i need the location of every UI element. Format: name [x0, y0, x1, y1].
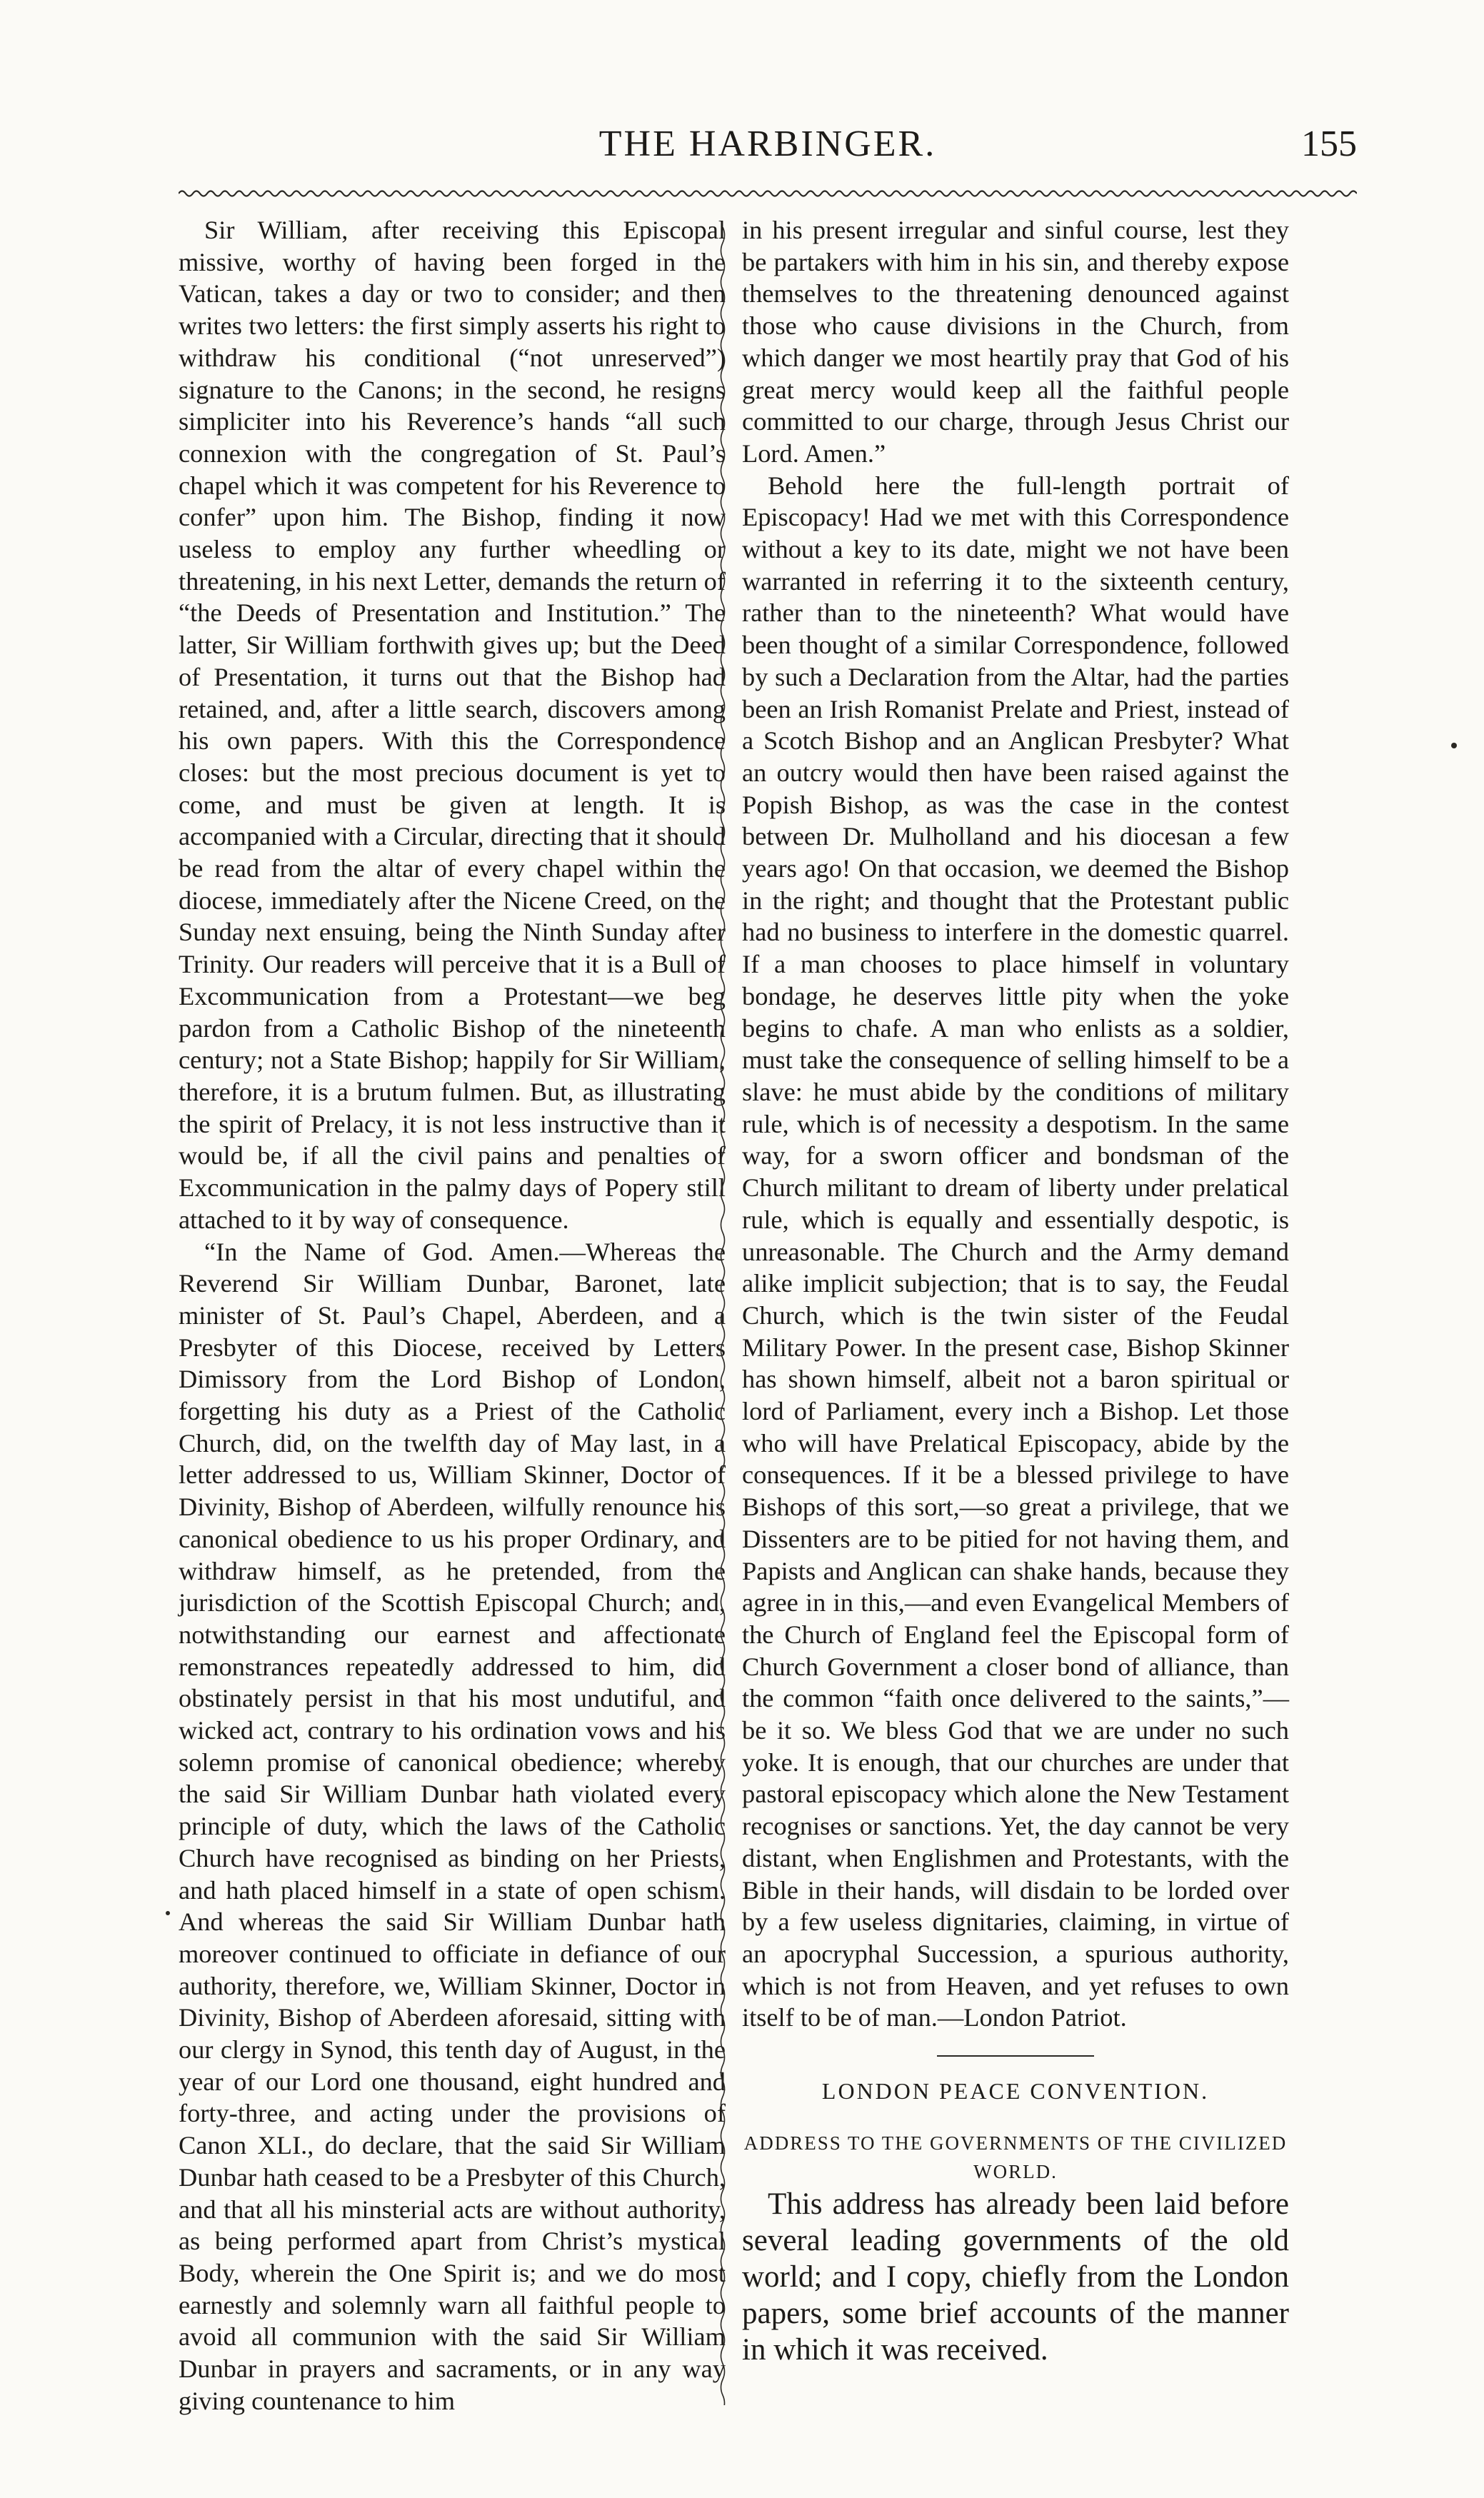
right-paragraph-2: Behold here the full-length portrait of Episcopacy! Had we met with this Correspondence without a key to its date, might we not have been warranted in referring it to the sixteenth century, rather than to the nineteenth? What would have been thought of a similar Correspondence, followed by such a Declaration from the Altar, had the parties been an Irish Romanist Prelate and Priest, instead of a Scotch Bishop and an Anglican Presbyter? What an outcry would then have been raised against the Popish Bishop, as was the case in the contest between Dr. Mulholland and his diocesan a few years ago! On that occasion, we deemed the Bishop in the right; and thought that the Protestant public had no business to interfere in the domestic quarrel. If a man chooses to place himself in voluntary bondage, he deserves little pity when the yoke begins to chafe. A man who enlists as a soldier, must take the consequence of selling himself to be a slave: he must abide by the conditions of military rule, which is of necessity a despotism. In the same way, for a sworn officer and bondsman of the Church militant to dream of liberty under prelatical rule, which is equally and essentially despotic, is unreasonable. The Church and the Army demand alike implicit subjection; that is to say, the Feudal Church, which is the twin sister of the Feudal Military Power. In the present case, Bishop Skinner has shown himself, albeit not a baron spiritual or lord of Parliament, every inch a Bishop. Let those who will have Prelatical Episcopacy, abide by the consequences. If it be a blessed privilege to have Bishops of this sort,—so great a privilege, that we Dissenters are to be pitied for not having them, and Papists and Anglican can shake hands, because they agree in in this,—and even Evangelical Members of the Church of England feel the Episcopal form of Church Government a closer bond of alliance, than the common “faith once delivered to the saints,”—be it so. We bless God that we are under no such yoke. It is enough, that our churches are under that pastoral episcopacy which alone the New Testament recognises or sanctions. Yet, the day cannot be very distant, when Englishmen and Protestants, with the Bible in their hands, will disdain to be lorded over by a few useless dignitaries, claiming, in virtue of an apocryphal Succession, a spurious authority, which is not from Heaven, and yet refuses to own itself to be of man.—London Patriot.	[742, 471, 1289, 2032]
stray-mark	[1451, 743, 1457, 748]
page-header	[179, 123, 1357, 166]
right-paragraph-1: in his present irregular and sinful course, lest they be partakers with him in his sin, and thereby expose themselves to the threatening denounced against those who cause divisions in the Church, from which danger we most heartily pray that God of his great mercy would keep all the faithful people committed to our charge, through Jesus Christ our Lord. Amen.”	[742, 216, 1289, 468]
running-title: THE HARBINGER.	[598, 124, 937, 164]
stray-mark	[166, 1911, 170, 1915]
right-column	[742, 214, 1289, 2368]
right-paragraph-3: This address has already been laid before several leading governments of the old world; and I copy, chiefly from the London papers, some brief accounts of the manner in which it was received.	[742, 2187, 1289, 2367]
left-paragraph-2: “In the Name of God. Amen.—Whereas the Reverend Sir William Dunbar, Baronet, late minister of St. Paul’s Chapel, Aberdeen, and a Presbyter of this Diocese, received by Letters Dimissory from the Lord Bishop of London, forgetting his duty as a Priest of the Catholic Church, did, on the twelfth day of May last, in a letter addressed to us, William Skinner, Doctor of Divinity, Bishop of Aberdeen, wilfully renounce his canonical obedience to us his proper Ordinary, and withdraw himself, as he pretended, from the jurisdiction of the Scottish Episcopal Church; and, notwithstanding our earnest and affectionate remonstrances repeatedly addressed to him, did obstinately persist in that his most undutiful, and wicked act, contrary to his ordination vows and his solemn promise of canonical obedience; whereby the said Sir William Dunbar hath violated every principle of duty, which the laws of the Catholic Church have recognised as binding on her Priests, and hath placed himself in a state of open schism. And whereas the said Sir William Dunbar hath moreover continued to officiate in defiance of our authority, therefore, we, William Skinner, Doctor in Divinity, Bishop of Aberdeen aforesaid, sitting with our clergy in Synod, this tenth day of August, in the year of our Lord one thousand, eight hundred and forty-three, and acting under the provisions of Canon XLI., do declare, that the said Sir William Dunbar hath ceased to be a Presbyter of this Church, and that all his minsterial acts are without authority, as being performed apart from Christ’s mystical Body, wherein the One Spirit is; and we do most earnestly and solemnly warn all faithful people to avoid all communion with the said Sir William Dunbar in prayers and sacraments, or in any way giving countenance to him	[179, 1237, 726, 2415]
left-column	[179, 214, 726, 2417]
section-title: LONDON PEACE CONVENTION.	[821, 2078, 1210, 2105]
column-divider	[718, 227, 728, 2405]
left-paragraph-1: Sir William, after receiving this Episcopal missive, worthy of having been forged in the Vatican, takes a day or two to consider; and then writes two letters: the first simply asserts his right to withdraw his conditional (“not unreserved”) signature to the Canons; in the second, he resigns simpliciter into his Reverence’s hands “all such connexion with the congregation of St. Paul’s chapel which it was competent for his Reverence to confer” upon him. The Bishop, finding it now useless to employ any further wheedling or threatening, in his next Letter, demands the return of “the Deeds of Presentation and Institution.” The latter, Sir William forthwith gives up; but the Deed of Presentation, it turns out that the Bishop had retained, and, after a little search, discovers among his own papers. With this the Correspondence closes: but the most precious document is yet to come, and must be given at length. It is accompanied with a Circular, directing that it should be read from the altar of every chapel within the diocese, immediately after the Nicene Creed, on the Sunday next ensuing, being the Ninth Sunday after Trinity. Our readers will perceive that it is a Bull of Excommunication from a Protestant—we beg pardon from a Catholic Bishop of the nineteenth century; not a State Bishop; happily for Sir William, therefore, it is a brutum fulmen. But, as illustrating the spirit of Prelacy, it is not less instructive than it would be, if all the civil pains and penalties of Excommunication in the palmy days of Popery still attached to it by way of consequence.	[179, 216, 726, 1234]
page-number: 155	[1301, 124, 1357, 164]
section-rule	[937, 2055, 1094, 2057]
header-wavy-rule	[179, 187, 1357, 200]
section-subtitle: ADDRESS TO THE GOVERNMENTS OF THE CIVILIZED WORLD.	[743, 2132, 1288, 2182]
